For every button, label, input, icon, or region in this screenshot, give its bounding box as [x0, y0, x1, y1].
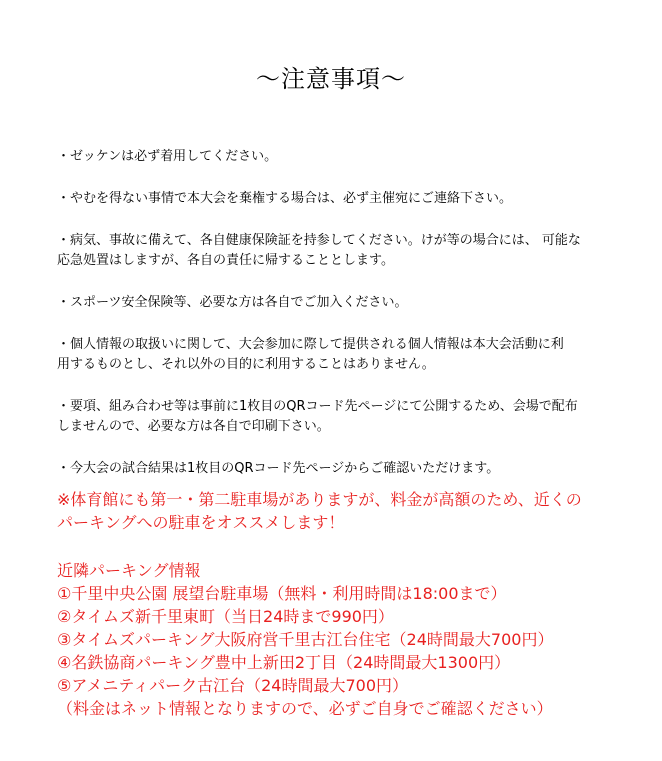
parking-item: ②タイムズ新千里東町（当日24時まで990円） — [57, 607, 394, 626]
parking-item: ③タイムズパーキング大阪府営千里古江台住宅（24時間最大700円） — [57, 630, 554, 649]
note-item-results: ・今大会の試合結果は1枚目のQRコード先ページからご確認いただけます。 — [57, 461, 500, 476]
parking-item: ①千里中央公園 展望台駐車場（無料・利用時間は18:00まで） — [57, 584, 507, 603]
nearby-parking-info — [57, 559, 637, 720]
parking-warning-line: パーキングへの駐車をオススメします！ — [57, 513, 345, 532]
parking-warning-line: ※体育館にも第一・第二駐車場がありますが、料金が高額のため、近くの — [57, 490, 582, 509]
notes-list — [57, 147, 617, 501]
parking-item: ⑤アメニティパーク古江台（24時間最大700円） — [57, 676, 409, 695]
note-item-privacy: ・個人情報の取扱いに関して、大会参加に際して提供される個人情報は本大会活動に利 用するものとし、それ以外の目的に利用することはありません。 — [57, 337, 564, 372]
page-title: ～注意事項～ — [256, 65, 406, 93]
note-item-bib: ・ゼッケンは必ず着用してください。 — [57, 149, 278, 164]
parking-item: ④名鉄協商パーキング豊中上新田2丁目（24時間最大1300円） — [57, 653, 511, 672]
parking-footnote: （料金はネット情報となりますので、必ずご自身でご確認ください） — [57, 699, 553, 718]
note-item-health-insurance: ・病気、事故に備えて、各自健康保険証を持参してください。けが等の場合には、 可能な 応急処置はしますが、各自の責任に帰することとします。 — [57, 233, 581, 268]
note-item-guidelines: ・要項、組み合わせ等は事前に1枚目のQRコード先ページにて公開するため、会場で配布 しませんので、必要な方は各自で印刷下さい。 — [57, 399, 578, 434]
parking-warning — [57, 488, 637, 534]
note-item-sports-insurance: ・スポーツ安全保険等、必要な方は各自でご加入ください。 — [57, 295, 408, 310]
note-item-withdrawal: ・やむを得ない事情で本大会を棄権する場合は、必ず主催宛にご連絡下さい。 — [57, 191, 513, 206]
parking-heading: 近隣パーキング情報 — [57, 561, 201, 580]
